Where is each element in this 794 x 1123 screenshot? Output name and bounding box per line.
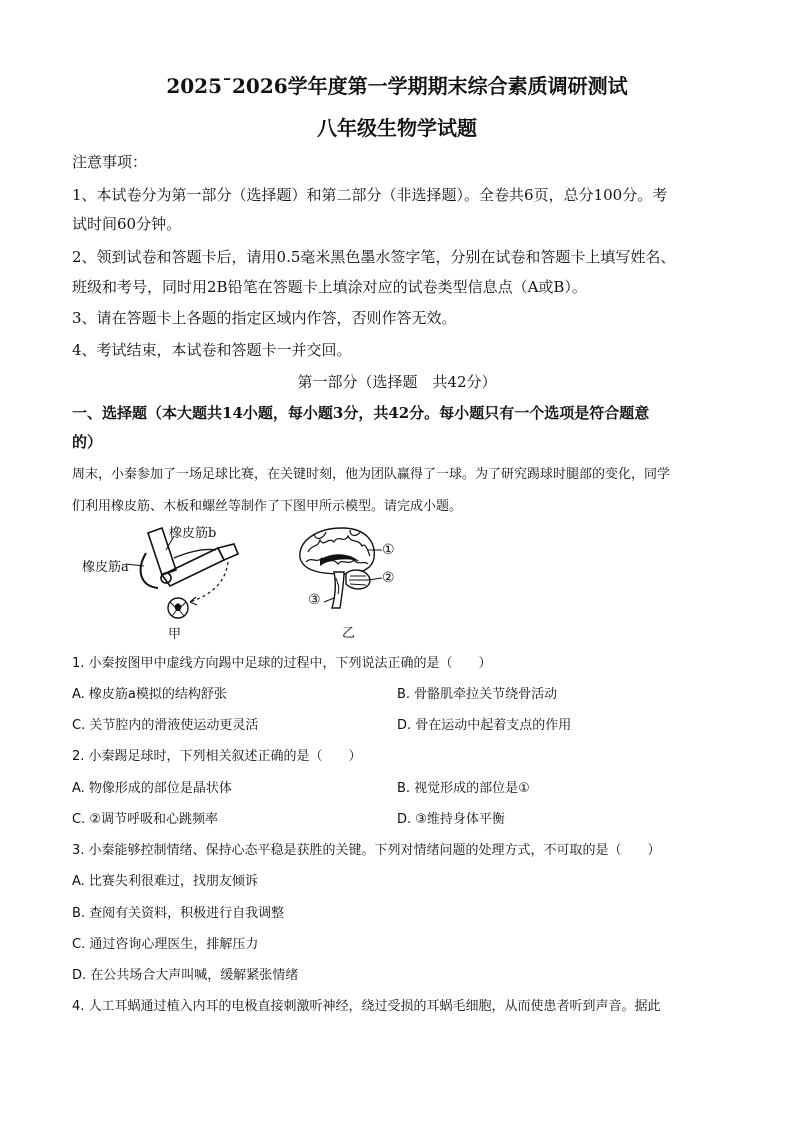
question-option: D. 骨在运动中起着支点的作用 [397, 718, 572, 733]
question-stem: 4. 人工耳蜗通过植入内耳的电极直接刺激听神经，绕过受损的耳蜗毛细胞，从而使患者听到声音。据此 [72, 999, 661, 1014]
intro-text: 周末，小秦参加了一场足球比赛，在关键时刻，他为团队赢得了一球。为了研究踢球时腿部的变化，同学 [72, 467, 671, 482]
figure-yi-caption: 乙 [342, 626, 356, 641]
notice-item: 试时间60分钟。 [72, 215, 182, 233]
figure-jia-caption: 甲 [168, 627, 182, 642]
exam-subtitle: 八年级生物学试题 [317, 116, 477, 140]
exam-title: 2025¯2026学年度第一学期期末综合素质调研测试 [166, 74, 628, 98]
question-option: B. 查阅有关资料，积极进行自我调整 [72, 906, 285, 921]
question-option: C. 关节腔内的滑液使运动更灵活 [72, 718, 259, 733]
brain-mark-3: ③ [308, 592, 321, 608]
notice-item: 3、请在答题卡上各题的指定区域内作答，否则作答无效。 [72, 309, 457, 327]
soccer-ball-icon [168, 598, 188, 618]
question-option: A. 比赛失利很难过，找朋友倾诉 [72, 874, 258, 889]
question-stem: 3. 小秦能够控制情绪、保持心态平稳是获胜的关键。下列对情绪问题的处理方式，不可取的是（ ） [72, 843, 661, 858]
notice-item: 1、本试卷分为第一部分（选择题）和第二部分（非选择题）。全卷共6页，总分100分。考 [72, 186, 668, 204]
question-option: C. 通过咨询心理医生，排解压力 [72, 937, 259, 952]
intro-text: 们利用橡皮筋、木板和螺丝等制作了下图甲所示模型。请完成小题。 [72, 499, 463, 514]
question-option: C. ②调节呼吸和心跳频率 [72, 812, 218, 827]
cerebellum-shape [346, 570, 370, 589]
section-heading-cont: 的） [72, 433, 103, 451]
rubber-band-a-label: 橡皮筋a [82, 560, 129, 575]
part1-heading: 第一部分（选择题 共42分） [297, 373, 497, 391]
question-option: A. 橡皮筋a模拟的结构舒张 [72, 687, 227, 702]
question-option: B. 骨骼肌牵拉关节绕骨活动 [397, 687, 558, 702]
figure-jia [78, 518, 248, 643]
notice-item: 2、领到试卷和答题卡后，请用0.5毫米黑色墨水签字笔，分别在试卷和答题卡上填写姓名、 [72, 248, 676, 266]
notice-heading: 注意事项： [72, 153, 148, 171]
question-option: D. ③维持身体平衡 [397, 812, 505, 827]
question-stem: 1. 小秦按图甲中虚线方向踢中足球的过程中，下列说法正确的是（ ） [72, 656, 492, 671]
leg-model-diagram [78, 518, 248, 643]
notice-item: 班级和考号，同时用2B铅笔在答题卡上填涂对应的试卷类型信息点（A或B）。 [72, 278, 587, 296]
brain-mark-2: ② [382, 570, 395, 586]
figure-yi [290, 522, 410, 644]
rubber-band-b-label: 橡皮筋b [169, 526, 217, 541]
question-option: D. 在公共场合大声叫喊，缓解紧张情绪 [72, 968, 299, 983]
question-option: B. 视觉形成的部位是① [397, 781, 530, 796]
section-heading: 一、选择题（本大题共14小题，每小题3分，共42分。每小题只有一个选项是符合题意 [72, 404, 650, 422]
question-option: A. 物像形成的部位是晶状体 [72, 781, 232, 796]
brain-mark-1: ① [382, 542, 395, 558]
notice-item: 4、考试结束，本试卷和答题卡一并交回。 [72, 341, 352, 359]
question-stem: 2. 小秦踢足球时，下列相关叙述正确的是（ ） [72, 749, 362, 764]
